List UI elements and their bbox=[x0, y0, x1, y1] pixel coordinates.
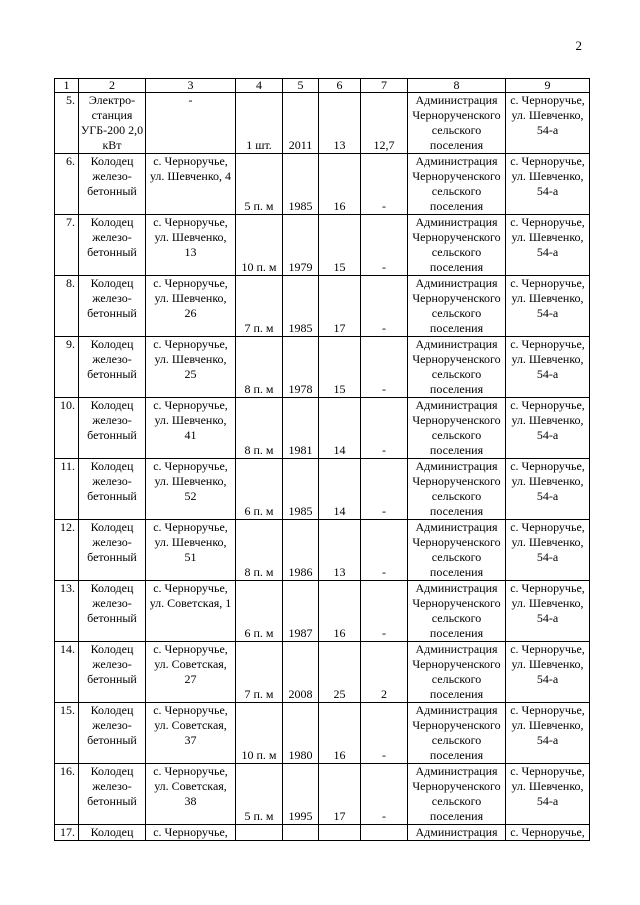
table-row-partial bbox=[55, 825, 590, 841]
item-year: 2008 bbox=[283, 642, 319, 703]
table-row bbox=[55, 337, 590, 398]
table-row bbox=[55, 520, 590, 581]
item-address: с. Черноручье, ул. Шевченко, 41 bbox=[146, 398, 236, 459]
item-col7-value: - bbox=[361, 337, 408, 398]
empty-cell bbox=[236, 825, 283, 841]
item-location: с. Черноручье, ул. Шевченко, 54-а bbox=[506, 337, 590, 398]
item-name: Колодец железо-бетонный bbox=[79, 154, 146, 215]
column-header: 1 bbox=[55, 79, 79, 93]
row-number: 8. bbox=[55, 276, 79, 337]
item-col6-value: 14 bbox=[319, 398, 361, 459]
item-name: Колодец железо-бетонный bbox=[79, 764, 146, 825]
item-address: с. Черноручье, ул. Шевченко, 51 bbox=[146, 520, 236, 581]
item-location: с. Черноручье, ул. Шевченко, 54-а bbox=[506, 703, 590, 764]
empty-cell bbox=[283, 825, 319, 841]
item-location: с. Черноручье, bbox=[506, 825, 590, 841]
item-owner: Администрация Чернорученского сельского поселения bbox=[408, 276, 506, 337]
item-location: с. Черноручье, ул. Шевченко, 54-а bbox=[506, 93, 590, 154]
item-col7-value: - bbox=[361, 459, 408, 520]
item-col7-value: 12,7 bbox=[361, 93, 408, 154]
item-col6-value: 17 bbox=[319, 764, 361, 825]
column-header: 4 bbox=[236, 79, 283, 93]
item-year: 1987 bbox=[283, 581, 319, 642]
item-col6-value: 13 bbox=[319, 93, 361, 154]
item-col7-value: - bbox=[361, 764, 408, 825]
table-row bbox=[55, 215, 590, 276]
item-address: с. Черноручье, ул. Советская, 37 bbox=[146, 703, 236, 764]
item-quantity: 1 шт. bbox=[236, 93, 283, 154]
property-register-table bbox=[54, 78, 590, 841]
item-owner: Администрация Чернорученского сельского поселения bbox=[408, 642, 506, 703]
empty-cell bbox=[361, 825, 408, 841]
item-address: с. Черноручье, ул. Шевченко, 4 bbox=[146, 154, 236, 215]
item-col7-value: - bbox=[361, 154, 408, 215]
item-col6-value: 15 bbox=[319, 215, 361, 276]
item-col7-value: 2 bbox=[361, 642, 408, 703]
item-year: 1985 bbox=[283, 154, 319, 215]
item-col6-value: 14 bbox=[319, 459, 361, 520]
item-owner: Администрация Чернорученского сельского поселения bbox=[408, 764, 506, 825]
item-owner: Администрация Чернорученского сельского поселения bbox=[408, 520, 506, 581]
header-row bbox=[55, 79, 590, 93]
item-col6-value: 25 bbox=[319, 642, 361, 703]
table-row bbox=[55, 93, 590, 154]
item-quantity: 8 п. м bbox=[236, 398, 283, 459]
table-row bbox=[55, 459, 590, 520]
table-row bbox=[55, 154, 590, 215]
row-number: 10. bbox=[55, 398, 79, 459]
item-owner: Администрация bbox=[408, 825, 506, 841]
item-owner: Администрация Чернорученского сельского поселения bbox=[408, 581, 506, 642]
item-name: Колодец железо-бетонный bbox=[79, 581, 146, 642]
item-location: с. Черноручье, ул. Шевченко, 54-а bbox=[506, 642, 590, 703]
item-name: Колодец bbox=[79, 825, 146, 841]
item-location: с. Черноручье, ул. Шевченко, 54-а bbox=[506, 215, 590, 276]
item-col6-value: 16 bbox=[319, 154, 361, 215]
item-name: Колодец железо-бетонный bbox=[79, 703, 146, 764]
item-quantity: 6 п. м bbox=[236, 581, 283, 642]
row-number: 9. bbox=[55, 337, 79, 398]
item-quantity: 6 п. м bbox=[236, 459, 283, 520]
page-number: 2 bbox=[575, 38, 582, 53]
item-owner: Администрация Чернорученского сельского поселения bbox=[408, 337, 506, 398]
item-location: с. Черноручье, ул. Шевченко, 54-а bbox=[506, 520, 590, 581]
row-number: 5. bbox=[55, 93, 79, 154]
item-address: с. Черноручье, ул. Советская, 1 bbox=[146, 581, 236, 642]
row-number: 16. bbox=[55, 764, 79, 825]
item-name: Колодец железо-бетонный bbox=[79, 215, 146, 276]
item-location: с. Черноручье, ул. Шевченко, 54-а bbox=[506, 764, 590, 825]
item-location: с. Черноручье, ул. Шевченко, 54-а bbox=[506, 581, 590, 642]
table-row bbox=[55, 764, 590, 825]
item-year: 1978 bbox=[283, 337, 319, 398]
row-number: 14. bbox=[55, 642, 79, 703]
item-year: 1981 bbox=[283, 398, 319, 459]
item-name: Колодец железо-бетонный bbox=[79, 337, 146, 398]
row-number: 12. bbox=[55, 520, 79, 581]
table-row bbox=[55, 276, 590, 337]
item-location: с. Черноручье, ул. Шевченко, 54-а bbox=[506, 276, 590, 337]
item-address: с. Черноручье, ул. Шевченко, 52 bbox=[146, 459, 236, 520]
item-owner: Администрация Чернорученского сельского поселения bbox=[408, 703, 506, 764]
item-col6-value: 17 bbox=[319, 276, 361, 337]
item-address: с. Черноручье, ул. Советская, 38 bbox=[146, 764, 236, 825]
table-row bbox=[55, 581, 590, 642]
item-name: Колодец железо-бетонный bbox=[79, 398, 146, 459]
item-name: Колодец железо-бетонный bbox=[79, 276, 146, 337]
item-location: с. Черноручье, ул. Шевченко, 54-а bbox=[506, 459, 590, 520]
item-quantity: 5 п. м bbox=[236, 764, 283, 825]
item-col7-value: - bbox=[361, 581, 408, 642]
item-year: 1979 bbox=[283, 215, 319, 276]
item-name: Электро-станция УГБ-200 2,0 кВт bbox=[79, 93, 146, 154]
column-header: 6 bbox=[319, 79, 361, 93]
item-name: Колодец железо-бетонный bbox=[79, 642, 146, 703]
item-year: 1985 bbox=[283, 276, 319, 337]
empty-cell bbox=[319, 825, 361, 841]
row-number: 17. bbox=[55, 825, 79, 841]
row-number: 11. bbox=[55, 459, 79, 520]
column-header: 8 bbox=[408, 79, 506, 93]
table-row bbox=[55, 703, 590, 764]
row-number: 6. bbox=[55, 154, 79, 215]
item-location: с. Черноручье, ул. Шевченко, 54-а bbox=[506, 154, 590, 215]
column-header: 9 bbox=[506, 79, 590, 93]
item-quantity: 10 п. м bbox=[236, 215, 283, 276]
item-owner: Администрация Чернорученского сельского поселения bbox=[408, 215, 506, 276]
item-owner: Администрация Чернорученского сельского поселения bbox=[408, 398, 506, 459]
row-number: 7. bbox=[55, 215, 79, 276]
item-quantity: 7 п. м bbox=[236, 642, 283, 703]
row-number: 15. bbox=[55, 703, 79, 764]
item-owner: Администрация Чернорученского сельского поселения bbox=[408, 459, 506, 520]
item-address: с. Черноручье, ул. Шевченко, 26 bbox=[146, 276, 236, 337]
item-year: 2011 bbox=[283, 93, 319, 154]
item-year: 1985 bbox=[283, 459, 319, 520]
item-col7-value: - bbox=[361, 398, 408, 459]
item-col6-value: 15 bbox=[319, 337, 361, 398]
item-quantity: 5 п. м bbox=[236, 154, 283, 215]
item-year: 1980 bbox=[283, 703, 319, 764]
column-header: 3 bbox=[146, 79, 236, 93]
item-owner: Администрация Чернорученского сельского поселения bbox=[408, 93, 506, 154]
item-col7-value: - bbox=[361, 215, 408, 276]
item-owner: Администрация Чернорученского сельского поселения bbox=[408, 154, 506, 215]
column-header: 7 bbox=[361, 79, 408, 93]
table-row bbox=[55, 398, 590, 459]
item-name: Колодец железо-бетонный bbox=[79, 459, 146, 520]
item-address: с. Черноручье, ул. Советская, 27 bbox=[146, 642, 236, 703]
column-header: 2 bbox=[79, 79, 146, 93]
item-col6-value: 13 bbox=[319, 520, 361, 581]
item-location: с. Черноручье, ул. Шевченко, 54-а bbox=[506, 398, 590, 459]
item-address: с. Черноручье, ул. Шевченко, 25 bbox=[146, 337, 236, 398]
item-year: 1995 bbox=[283, 764, 319, 825]
item-quantity: 10 п. м bbox=[236, 703, 283, 764]
item-address: - bbox=[146, 93, 236, 154]
item-year: 1986 bbox=[283, 520, 319, 581]
column-header: 5 bbox=[283, 79, 319, 93]
item-col6-value: 16 bbox=[319, 703, 361, 764]
item-address: с. Черноручье, bbox=[146, 825, 236, 841]
item-quantity: 7 п. м bbox=[236, 276, 283, 337]
item-address: с. Черноручье, ул. Шевченко, 13 bbox=[146, 215, 236, 276]
item-col7-value: - bbox=[361, 520, 408, 581]
item-col7-value: - bbox=[361, 703, 408, 764]
item-col7-value: - bbox=[361, 276, 408, 337]
item-quantity: 8 п. м bbox=[236, 520, 283, 581]
item-col6-value: 16 bbox=[319, 581, 361, 642]
table-row bbox=[55, 642, 590, 703]
row-number: 13. bbox=[55, 581, 79, 642]
item-quantity: 8 п. м bbox=[236, 337, 283, 398]
item-name: Колодец железо-бетонный bbox=[79, 520, 146, 581]
